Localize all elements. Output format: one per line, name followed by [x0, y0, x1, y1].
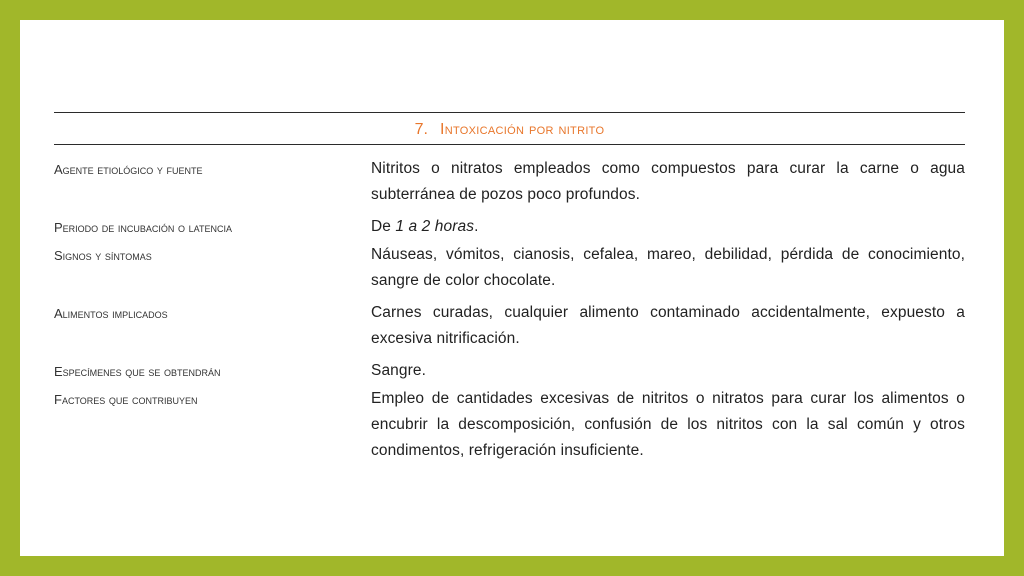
table-title-text: Intoxicación por nitrito: [439, 121, 605, 138]
table-top-rule: [54, 112, 965, 113]
row-value: Náuseas, vómitos, cianosis, cefalea, mareo, debilidad, pérdida de conocimiento, sangre de color chocolate.: [371, 246, 965, 289]
slide: [20, 20, 1004, 556]
table-title: [54, 118, 965, 142]
row-label: Especímenes que se obtendrán: [54, 364, 221, 379]
row-label: Factores que contribuyen: [54, 392, 198, 407]
row-value: Nitritos o nitratos empleados como compuestos para curar la carne o agua subterránea de pozos poco profundos.: [371, 160, 965, 203]
table-header-rule: [54, 144, 965, 145]
row-value-italic: 1 a 2 horas: [395, 218, 475, 235]
row-label: Agente etiológico y fuente: [54, 162, 203, 177]
row-label: Periodo de incubación o latencia: [54, 220, 232, 235]
row-value: Carnes curadas, cualquier alimento contaminado accidentalmente, expuesto a excesiva nitrificación.: [371, 304, 965, 347]
row-value: Empleo de cantidades excesivas de nitritos o nitratos para curar los alimentos o encubrir la descomposición, confusión de los nitritos con la sal común y otros condimentos, refrigeración insuficiente.: [371, 390, 965, 459]
row-value-prefix: De: [371, 218, 396, 235]
row-value: Sangre.: [371, 362, 426, 379]
table-number: 7.: [414, 121, 428, 138]
row-value-suffix: .: [474, 218, 479, 235]
row-label: Alimentos implicados: [54, 306, 168, 321]
row-value: [371, 214, 965, 240]
row-label: Signos y síntomas: [54, 248, 152, 263]
